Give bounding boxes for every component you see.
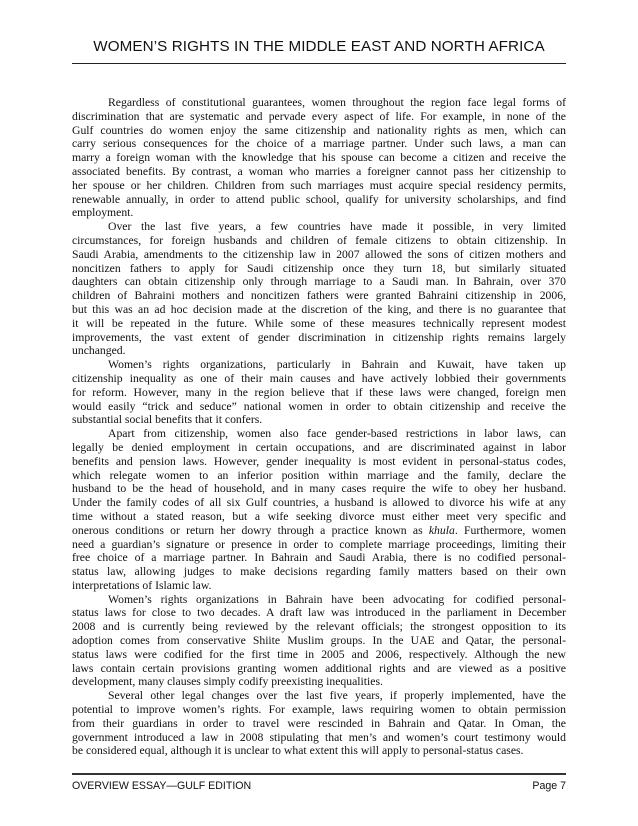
paragraph-line: Gulf countries do women enjoy the same citizenship and nationality rights as men, which can [72, 123, 566, 137]
paragraph [72, 689, 566, 758]
running-header: WOMEN’S RIGHTS IN THE MIDDLE EAST AND NORTH AFRICA [93, 38, 545, 55]
paragraph-line: for reform. However, many in the region believe that if these laws were changed, foreign men [72, 385, 566, 399]
paragraph-line: adoption comes from conservative Shiite Muslim groups. In the UAE and Qatar, the personal- [72, 634, 566, 648]
paragraph-line: government introduced a law in 2008 stipulating that men’s and women’s court testimony would [72, 730, 566, 744]
paragraph-line: benefits and pension laws. However, gender inequality is most evident in personal-status codes, [72, 454, 566, 468]
paragraph [72, 427, 566, 593]
paragraph-line: her spouse or her children. Children from such marriages must acquire special residency permits, [72, 178, 566, 192]
paragraph-line: Regardless of constitutional guarantees, women throughout the region face legal forms of [108, 96, 566, 109]
paragraph-line: Over the last five years, a few countries have made it possible, in very limited [108, 220, 566, 234]
paragraph [72, 220, 566, 358]
paragraph-line: circumstances, for foreign husbands and children of female citizens to obtain citizenship. In [72, 233, 566, 247]
paragraph-line: status law, allowing judges to make decisions regarding family matters based on their own [72, 565, 566, 579]
header-rule [72, 63, 566, 64]
paragraph-line: husband to be the head of household, and in many cases require the wife to obey her husband. [72, 482, 566, 496]
paragraph-line: time without a stated reason, but a wife seeking divorce must either meet very specific and [72, 509, 566, 523]
paragraph-line: free choice of a marriage partner. In Bahrain and Saudi Arabia, there is no codified personal- [72, 551, 566, 565]
footer-rule [72, 773, 566, 775]
paragraph-line: noncitizen fathers to apply for Saudi citizenship once they turn 18, but similarly situated [72, 261, 566, 275]
paragraph-line: renewable annually, in order to attend public school, qualify for university scholarships, and find [72, 192, 566, 206]
paragraph-line: need a guardian’s signature or presence in order to complete marriage proceedings, limiting their [72, 537, 566, 551]
paragraph [72, 358, 566, 427]
paragraph-line: Women’s rights organizations in Bahrain have been advocating for codified personal- [108, 592, 566, 606]
paragraph-line: citizenship inequality as one of their main causes and have actively lobbied their governments [72, 371, 566, 385]
paragraph-line: development, many clauses simply codify preexisting inequalities. [72, 675, 383, 689]
paragraph-line: Several other legal changes over the last five years, if properly implemented, have the [108, 689, 566, 703]
paragraph-line: associated benefits. By contrast, a woman who marries a foreigner cannot pass her citizenship to [72, 164, 566, 178]
paragraph-line: be considered equal, although it is unclear to what extent this will apply to personal-status cases. [72, 744, 524, 758]
paragraph-line: which relegate women to an inferior position within marriage and the family, declare the [72, 468, 566, 482]
paragraph-line: employment. [72, 206, 134, 220]
paragraph-line: from their guardians in order to travel were rescinded in Bahrain and Qatar. In Oman, the [72, 716, 566, 730]
paragraph-line: 2008 and is currently being reviewed by the relevant officials; the strongest opposition to its [72, 620, 566, 634]
paragraph-line: laws contain certain provisions granting women additional rights and are viewed as a positive [72, 661, 566, 675]
paragraph-line: daughters can obtain citizenship only through marriage to a Saudi man. In Bahrain, over 370 [72, 275, 566, 289]
paragraph-line: status laws for close to two decades. A draft law was introduced in the parliament in December [72, 606, 566, 620]
paragraph-line: Women’s rights organizations, particularly in Bahrain and Kuwait, have taken up [108, 358, 566, 372]
page-number: Page 7 [532, 780, 566, 792]
paragraph-line: would easily “trick and seduce” national women in order to obtain citizenship and receive the [72, 399, 566, 413]
paragraph-line: substantial social benefits that it confers. [72, 413, 263, 427]
paragraph [72, 96, 566, 220]
paragraph-line: discrimination that are systematic and pervade every aspect of life. For example, in none of the [72, 109, 566, 123]
paragraph-line: potential to improve women’s rights. For example, laws requiring women to obtain permission [72, 703, 566, 717]
paragraph-line: status laws were codified for the first time in 2005 and 2006, respectively. Although the new [72, 647, 566, 661]
paragraph-line: Saudi Arabia, amendments to the citizenship law in 2007 allowed the sons of citizen mothers and [72, 247, 566, 261]
footer-section-title: OVERVIEW ESSAY—GULF EDITION [72, 780, 252, 792]
paragraph-line: interpretations of Islamic law. [72, 578, 212, 592]
paragraph-line: unchanged. [72, 344, 126, 358]
paragraph-line: onerous conditions or return her dowry through a practice known as khula. Furthermore, women [72, 523, 566, 537]
paragraph-line: Under the family codes of all six Gulf countries, a husband is allowed to divorce his wife at any [72, 496, 566, 510]
paragraph-line: marry a foreign woman with the knowledge that his spouse can become a citizen and receive the [72, 151, 566, 165]
paragraph [72, 593, 566, 690]
paragraph-line: improvements, the vast extent of gender discrimination in citizenship rights remains largely [72, 330, 566, 344]
paragraph-line: but this was an ad hoc decision made at the discretion of the king, and there is no guarantee that [72, 302, 566, 316]
essay-body [72, 96, 566, 758]
paragraph-line: it will be repeated in the future. While some of these measures technically represent modest [72, 316, 566, 330]
paragraph-line: Apart from citizenship, women also face gender-based restrictions in labor laws, can [108, 427, 566, 441]
term-khula: khula [428, 523, 455, 537]
paragraph-line: carry serious consequences for the choice of a marriage partner. Under such laws, a man can [72, 137, 566, 151]
paragraph-line: legally be denied employment in certain occupations, and are discriminated against in labor [72, 440, 566, 454]
paragraph-line: children of Bahraini mothers and noncitizen fathers were granted Bahraini citizenship in 2006, [72, 289, 566, 303]
